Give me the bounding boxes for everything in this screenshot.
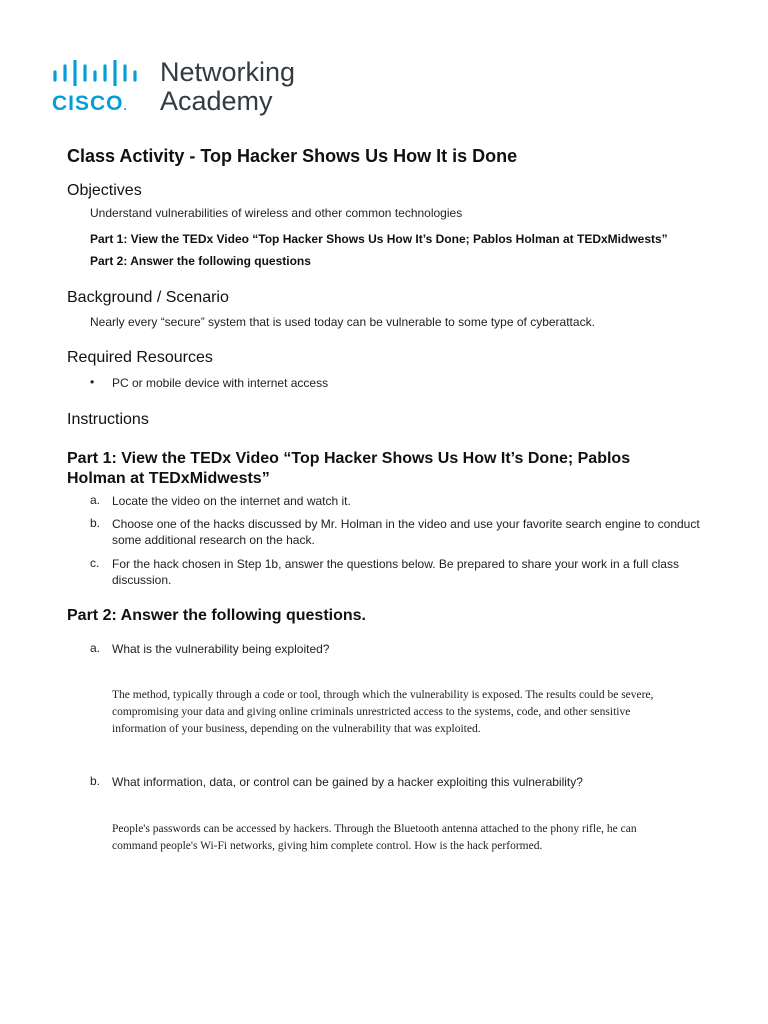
answer-text: People's passwords can be accessed by hackers. Through the Bluetooth antenna attached to the phony rifle, he can command people's Wi-Fi networks, giving him complete control. How is the hack performed. [112, 823, 637, 852]
step-text: For the hack chosen in Step 1b, answer the questions below. Be prepared to share your work in a full class discussion. [112, 557, 679, 587]
objectives-part2: Part 2: Answer the following questions [90, 254, 311, 268]
resource-item: PC or mobile device with internet access [112, 376, 329, 390]
step-text: Choose one of the hacks discussed by Mr. Holman in the video and use your favorite search engine to conduct some additional research on the hack. [112, 517, 700, 547]
step-marker: b. [90, 516, 101, 530]
cisco-wordmark: CISCO. [52, 92, 128, 115]
question-text: What is the vulnerability being exploited? [112, 642, 330, 656]
logo-academy-text: Academy [160, 86, 273, 116]
resources-heading: Required Resources [67, 349, 213, 366]
document-title: Class Activity - Top Hacker Shows Us How It is Done [67, 146, 518, 166]
background-text: Nearly every “secure” system that is used today can be vulnerable to some type of cyberattack. [90, 315, 595, 329]
question-text: What information, data, or control can be gained by a hacker exploiting this vulnerability? [112, 775, 583, 789]
cisco-bars-icon [52, 60, 142, 86]
step-marker: a. [90, 493, 101, 507]
logo-networking-text: Networking [160, 57, 296, 87]
step-text: Locate the video on the internet and watch it. [112, 494, 351, 508]
objectives-heading: Objectives [67, 182, 142, 199]
bullet-icon: • [90, 375, 95, 389]
cisco-networking-academy-logo [52, 56, 312, 118]
question-marker: b. [90, 774, 101, 788]
step-marker: c. [90, 556, 100, 570]
objectives-text: Understand vulnerabilities of wireless and other common technologies [90, 206, 463, 220]
objectives-part1: Part 1: View the TEDx Video “Top Hacker Shows Us How It’s Done; Pablos Holman at TEDxMidwests” [90, 232, 668, 246]
instructions-heading: Instructions [67, 411, 149, 428]
part2-heading: Part 2: Answer the following questions. [67, 607, 366, 624]
question-marker: a. [90, 641, 101, 655]
answer-text: The method, typically through a code or tool, through which the vulnerability is exposed. The results could be severe, compromising your data and giving online criminals unrestricted access to the systems, code, and other sensitive information of your business, depending on the vulnerability that was exploited. [112, 689, 654, 735]
part1-heading: Part 1: View the TEDx Video “Top Hacker Shows Us How It’s Done; Pablos Holman at TEDxMidwests” [67, 450, 631, 487]
background-heading: Background / Scenario [67, 289, 229, 306]
